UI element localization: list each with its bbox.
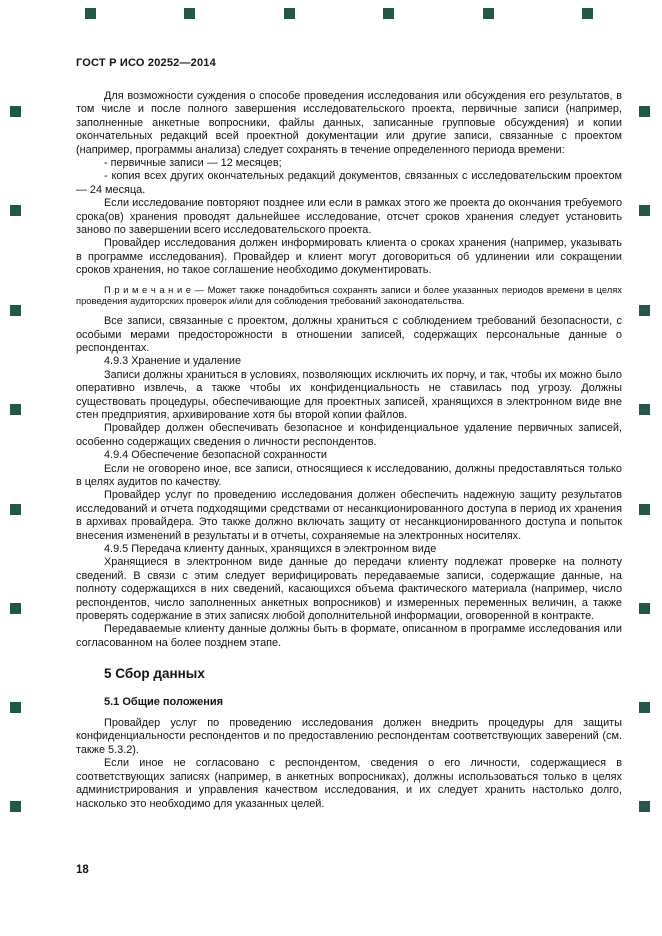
subsection-heading: 4.9.4 Обеспечение безопасной сохранности [104, 449, 327, 462]
edge-mark [639, 504, 650, 515]
paragraph: Передаваемые клиенту данные должны быть в формате, описанном в программе исследования или согласованном на более позднем этапе. [76, 623, 622, 649]
edge-mark [10, 603, 21, 614]
paragraph: Провайдер должен обеспечивать безопасное и конфиденциальное удаление первичных записей, особенно содержащих сведения о личности респондентов. [76, 422, 622, 448]
paragraph: Для возможности суждения о способе проведения исследования или обсуждения его результатов, в том числе и после полного завершения исследовательского проекта, первичные записи (например, заполненные анкетные вопросники, файлы данных, записанные групповые обсуждения) и копии окончательных редакций всей проектной документации или другие записи, связанные с проектом (например, программы анализа) следует сохранять в течение определенного периода времени: [76, 90, 622, 156]
edge-mark [639, 801, 650, 812]
edge-mark [582, 8, 593, 19]
paragraph: Если исследование повторяют позднее или если в рамках этого же проекта до окончания требуемого срока(ов) хранения проводят дальнейшее исследование, отсчет сроков хранения следует установить заново по завершении всего исследовательского проекта. [76, 197, 622, 237]
paragraph: Провайдер услуг по проведению исследования должен обеспечить надежную защиту результатов исследований и отчета подходящими средствами от несанкционированного доступа в период их хранения в архивах провайдера. Это также должно включать защиту от несанкционированного доступа и попыток внесения изменений в результаты и в отчеты, сохраняемые на электронных носителях. [76, 489, 622, 542]
paragraph: Хранящиеся в электронном виде данные до передачи клиенту подлежат проверке на полноту сведений. В связи с этим следует верифицировать передаваемые записи, содержащие данные, на полноту содержащихся в них сведений, касающихся объема фактического материала (например, число респондентов, число заполненных анкетных вопросников) и измеренных переменных величин, а также проверять содержание в этих записях любой дополнительной информации, оговоренной в контракте. [76, 556, 622, 623]
edge-mark [10, 205, 21, 216]
section-heading: 5 Сбор данных [104, 666, 205, 682]
edge-mark [639, 205, 650, 216]
edge-mark [10, 702, 21, 713]
document-body [76, 90, 622, 811]
subsection-heading: 4.9.3 Хранение и удаление [104, 355, 242, 368]
edge-mark [639, 603, 650, 614]
edge-mark [639, 305, 650, 316]
edge-mark [10, 504, 21, 515]
edge-mark [85, 8, 96, 19]
document-title: ГОСТ Р ИСО 20252—2014 [76, 57, 216, 69]
edge-mark [483, 8, 494, 19]
subsection-heading: 5.1 Общие положения [104, 695, 224, 708]
subsection-heading: 4.9.5 Передача клиенту данных, хранящихся в электронном виде [104, 543, 437, 555]
edge-mark [10, 305, 21, 316]
paragraph: Провайдер услуг по проведению исследования должен внедрить процедуры для защиты конфиденциальности респондентов и по предоставлению респондентам соответствующих заверений (см. также 5.3.2). [76, 717, 622, 756]
edge-mark [639, 702, 650, 713]
paragraph: Если не оговорено иное, все записи, относящиеся к исследованию, должны предоставляться только в целях аудитов по качеству. [76, 462, 622, 488]
note-paragraph: П р и м е ч а н и е — Может также понадобиться сохранять записи и более указанных периодов времени в целях проведения аудиторских проверок и/или для соблюдения требований законодательства. [76, 283, 622, 307]
edge-mark [284, 8, 295, 19]
edge-mark [184, 8, 195, 19]
paragraph: Если иное не согласовано с респондентом, сведения о его личности, содержащиеся в соответствующих записях (например, в анкетных вопросниках), должны использоваться только в целях администрирования и управления качеством исследования, и их следует хранить настолько долго, насколько это необходимо для указанных целей. [76, 757, 622, 810]
edge-mark [639, 106, 650, 117]
paragraph: Провайдер исследования должен информировать клиента о сроках хранения (например, указывать в программе исследования). Провайдер и клиент могут договориться об удлинении или сокращении сроков хранения, но такое соглашение необходимо документировать. [76, 237, 622, 277]
page-number: 18 [76, 864, 89, 876]
list-item: - копия всех других окончательных редакций документов, связанных с исследовательским проектом — 24 месяца. [76, 170, 622, 196]
list-item: - первичные записи — 12 месяцев; [104, 157, 282, 170]
edge-mark [10, 106, 21, 117]
paragraph: Записи должны храниться в условиях, позволяющих исключить их порчу, и так, чтобы их можно было оперативно извлечь, а также чтобы их конфиденциальность не ставилась под угрозу. Должны существовать процедуры, обеспечивающие для проектных записей, хранящихся в электронном виде вне стен предприятия, архивирование хотя бы второй копии файлов. [76, 368, 622, 421]
edge-mark [10, 801, 21, 812]
edge-mark [639, 404, 650, 415]
paragraph: Все записи, связанные с проектом, должны храниться с соблюдением требований безопасности, с особыми мерами предосторожности в отношении записей, содержащих персональные данные о респондентах. [76, 315, 622, 354]
edge-mark [10, 404, 21, 415]
edge-mark [383, 8, 394, 19]
